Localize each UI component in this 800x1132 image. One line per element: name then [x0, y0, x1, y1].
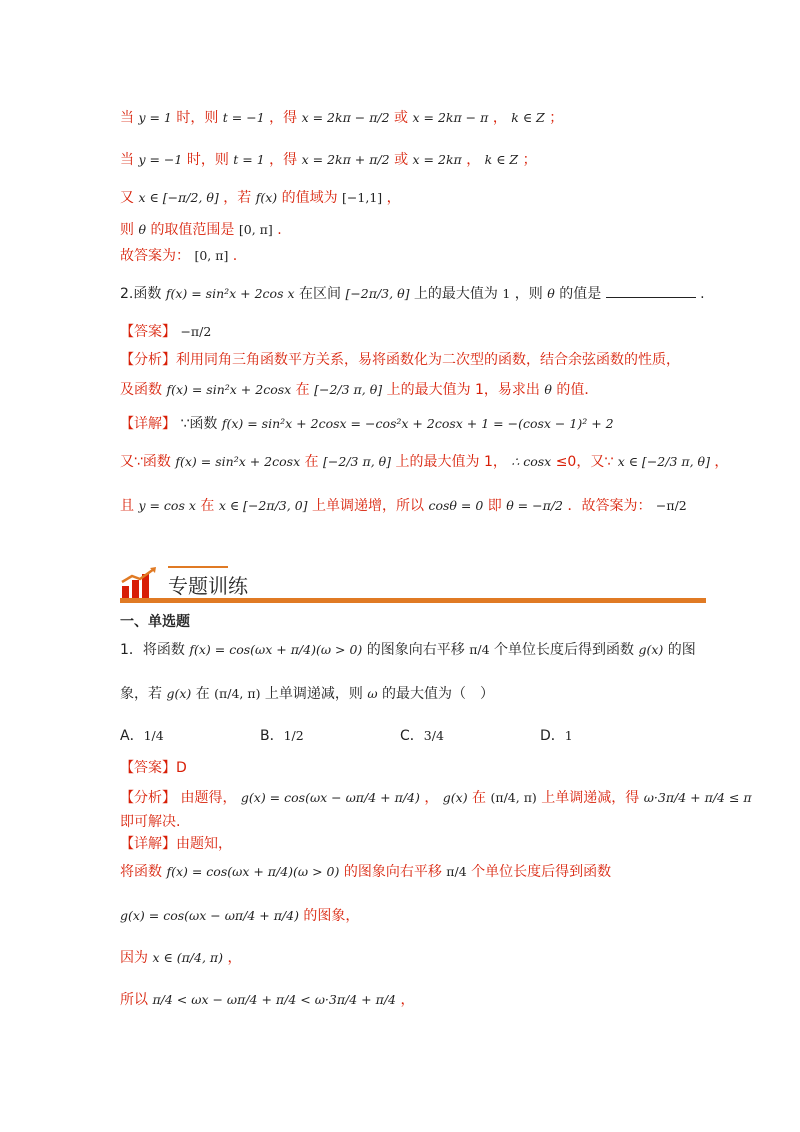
math: x ∈ [−2π/3, 0] [218, 498, 308, 513]
text: ， [227, 950, 242, 966]
math: f(x) = sin²x + 2cos x [165, 286, 295, 301]
math: x ∈ (π/4, π) [152, 950, 223, 965]
detail-2-line-2 [120, 452, 728, 472]
text: 的值． [556, 382, 599, 398]
text: ， [424, 790, 439, 806]
option-label: B． [260, 728, 284, 744]
math: g(x) = cos(ωx − ωπ/4 + π/4) [240, 790, 420, 805]
detail-1-line-2 [120, 862, 611, 882]
text: ∵函数 [180, 416, 218, 432]
text: 当 [120, 152, 134, 168]
text: 在区间 [298, 286, 341, 302]
text: 所以 [120, 992, 148, 1008]
math: π/4 [469, 642, 490, 657]
answer-tag: 【答案】 [120, 324, 176, 340]
chart-growth-icon [120, 566, 160, 600]
text: 又 [120, 190, 134, 206]
detail-tag: 【详解】 [120, 836, 176, 852]
section-divider [120, 598, 706, 603]
text: 由题知， [176, 836, 232, 852]
solution-line-1 [120, 108, 563, 128]
math: ω [367, 686, 378, 701]
text: 的取值范围是 [150, 222, 235, 238]
text: 上的最大值为 1，易求出 [386, 382, 540, 398]
math: g(x) = cos(ωx − ωπ/4 + π/4) [120, 908, 299, 923]
detail-1-line-1 [120, 834, 232, 854]
question-1-line-1 [120, 640, 696, 660]
math: x ∈ [−2/3 π, θ] [617, 454, 710, 469]
detail-2-line-3 [120, 496, 687, 516]
text: 且 [120, 498, 134, 514]
text: 因为 [120, 950, 148, 966]
text: 在 [304, 454, 319, 470]
analysis-tag: 【分析】 [120, 352, 176, 368]
text: 当 [120, 110, 134, 126]
analysis-2-line-2 [120, 380, 598, 400]
math: cosθ = 0 [428, 498, 484, 513]
math: k ∈ Z [511, 110, 545, 125]
text: 的图象向右平移 [366, 642, 465, 658]
option-value: 1/2 [283, 728, 304, 743]
answer-2 [120, 322, 211, 342]
text: ， [386, 190, 401, 206]
option-label: A． [120, 728, 144, 744]
math: f(x) = cos(ωx + π/4)(ω > 0) [189, 642, 363, 657]
math: θ [547, 286, 555, 301]
analysis-1-line-2 [120, 812, 180, 832]
text: ， [400, 992, 415, 1008]
solution-line-2 [120, 150, 537, 170]
text: ，若 [223, 190, 252, 206]
text: 个单位长度后得到函数 [471, 864, 612, 880]
text: 在 [200, 498, 215, 514]
question-1-line-2 [120, 684, 494, 704]
text: 在 [195, 686, 210, 702]
analysis-2-line-1 [120, 350, 680, 370]
text: . [232, 248, 238, 264]
math: −π/2 [180, 324, 212, 339]
math: [−2/3 π, θ] [323, 454, 392, 469]
answer-1 [120, 758, 187, 778]
option-value: 1 [564, 728, 573, 743]
math: y = cos x [138, 498, 196, 513]
math: x ∈ [−π/2, θ] [138, 190, 219, 205]
math: (π/4, π) [214, 686, 261, 701]
text: ≤0，又∵ [555, 454, 614, 470]
math: ω·3π/4 + π/4 ≤ π [643, 790, 752, 805]
math: f(x) [255, 190, 278, 205]
math: f(x) = cos(ωx + π/4)(ω > 0) [166, 864, 340, 879]
subsection-heading: 一、单选题 [120, 614, 190, 630]
math: x = 2kπ + π/2 [301, 152, 390, 167]
text: 时，则 [176, 110, 219, 126]
text: 上单调递减，得 [541, 790, 640, 806]
solution-line-4 [120, 220, 282, 240]
text: ， [714, 454, 729, 470]
question-2 [120, 284, 705, 304]
math: [−1,1] [342, 190, 383, 205]
text: 的值域为 [281, 190, 338, 206]
math: θ = −π/2 [506, 498, 563, 513]
text: 由题得， [180, 790, 237, 806]
math: [−2/3 π, θ] [314, 382, 383, 397]
text: . [700, 286, 705, 302]
math: (π/4, π) [490, 790, 537, 805]
math: t = −1 [222, 110, 265, 125]
text: 的图 [667, 642, 696, 658]
math: f(x) = sin²x + 2cosx = −cos²x + 2cosx + 1 = −(cosx − 1)² + 2 [221, 416, 614, 431]
text: 的值是 [559, 286, 602, 302]
text: 2.函数 [120, 286, 162, 302]
text: 上的最大值为 [413, 286, 498, 302]
math: y = −1 [138, 152, 183, 167]
answer-value: D [176, 760, 187, 776]
text: 的图象， [303, 908, 360, 924]
math: π/4 [446, 864, 467, 879]
text: 利用同角三角函数平方关系，易将函数化为二次型的函数，结合余弦函数的性质， [176, 352, 680, 368]
text: 在 [472, 790, 487, 806]
text: 即可解决. [120, 814, 181, 830]
text: ，则 [514, 286, 543, 302]
math: k ∈ Z [484, 152, 519, 167]
text: 又∵函数 [120, 454, 171, 470]
text: 时，则 [186, 152, 229, 168]
text: 个单位长度后得到函数 [494, 642, 635, 658]
text: ； [522, 152, 537, 168]
math: g(x) [442, 790, 468, 805]
text: ， [492, 110, 507, 126]
math: f(x) = sin²x + 2cosx [175, 454, 301, 469]
math: ∴ cosx [511, 454, 552, 469]
math: [0, π] [194, 248, 229, 263]
text: 或 [394, 152, 409, 168]
text: ， [466, 152, 481, 168]
text: 上的最大值为 1， [395, 454, 507, 470]
math: θ [138, 222, 146, 237]
solution-line-3 [120, 188, 401, 208]
solution-line-5 [120, 246, 237, 266]
text: 将函数 [120, 864, 162, 880]
math: −π/2 [655, 498, 687, 513]
detail-1-line-4 [120, 948, 241, 968]
analysis-tag: 【分析】 [120, 790, 176, 806]
text: 上单调递增，所以 [311, 498, 424, 514]
text: 及函数 [120, 382, 162, 398]
section-title: 专题训练 [168, 574, 248, 598]
math: [−2π/3, θ] [345, 286, 410, 301]
answer-blank [606, 285, 696, 298]
detail-2-line-1 [120, 414, 614, 434]
text: 1．将函数 [120, 642, 185, 658]
text: 的图象向右平移 [343, 864, 442, 880]
text: ．故答案为： [567, 498, 652, 514]
text: 上单调递减，则 [264, 686, 363, 702]
text: 或 [394, 110, 409, 126]
math: x = 2kπ [412, 152, 462, 167]
text: . [277, 222, 282, 238]
answer-tag: 【答案】 [120, 760, 176, 776]
option-value: 1/4 [143, 728, 164, 743]
math: x = 2kπ − π/2 [301, 110, 390, 125]
math: π/4 < ωx − ωπ/4 + π/4 < ω·3π/4 + π/4 [152, 992, 397, 1007]
math: θ [544, 382, 552, 397]
option-b[interactable] [260, 726, 304, 746]
section-accent-line [168, 566, 228, 568]
math: f(x) = sin²x + 2cosx [166, 382, 292, 397]
detail-tag: 【详解】 [120, 416, 176, 432]
text: 故答案为： [120, 248, 190, 264]
text: 即 [487, 498, 502, 514]
text: ，得 [269, 110, 298, 126]
text: ，得 [269, 152, 298, 168]
text: 象，若 [120, 686, 162, 702]
math: y = 1 [138, 110, 172, 125]
text: 在 [295, 382, 310, 398]
option-label: C． [400, 728, 424, 744]
math: 1 [502, 286, 511, 301]
math: g(x) [638, 642, 664, 657]
math: x = 2kπ − π [412, 110, 489, 125]
detail-1-line-3 [120, 906, 359, 926]
option-c[interactable] [400, 726, 444, 746]
option-label: D． [540, 728, 565, 744]
math: t = 1 [233, 152, 265, 167]
option-a[interactable] [120, 726, 164, 746]
math: g(x) [166, 686, 192, 701]
text: 的最大值为（ ） [382, 686, 495, 702]
text: 则 [120, 222, 134, 238]
option-value: 3/4 [423, 728, 444, 743]
detail-1-line-5 [120, 990, 414, 1010]
analysis-1-line-1 [120, 788, 752, 808]
math: [0, π] [238, 222, 273, 237]
text: ； [549, 110, 564, 126]
option-d[interactable] [540, 726, 573, 746]
